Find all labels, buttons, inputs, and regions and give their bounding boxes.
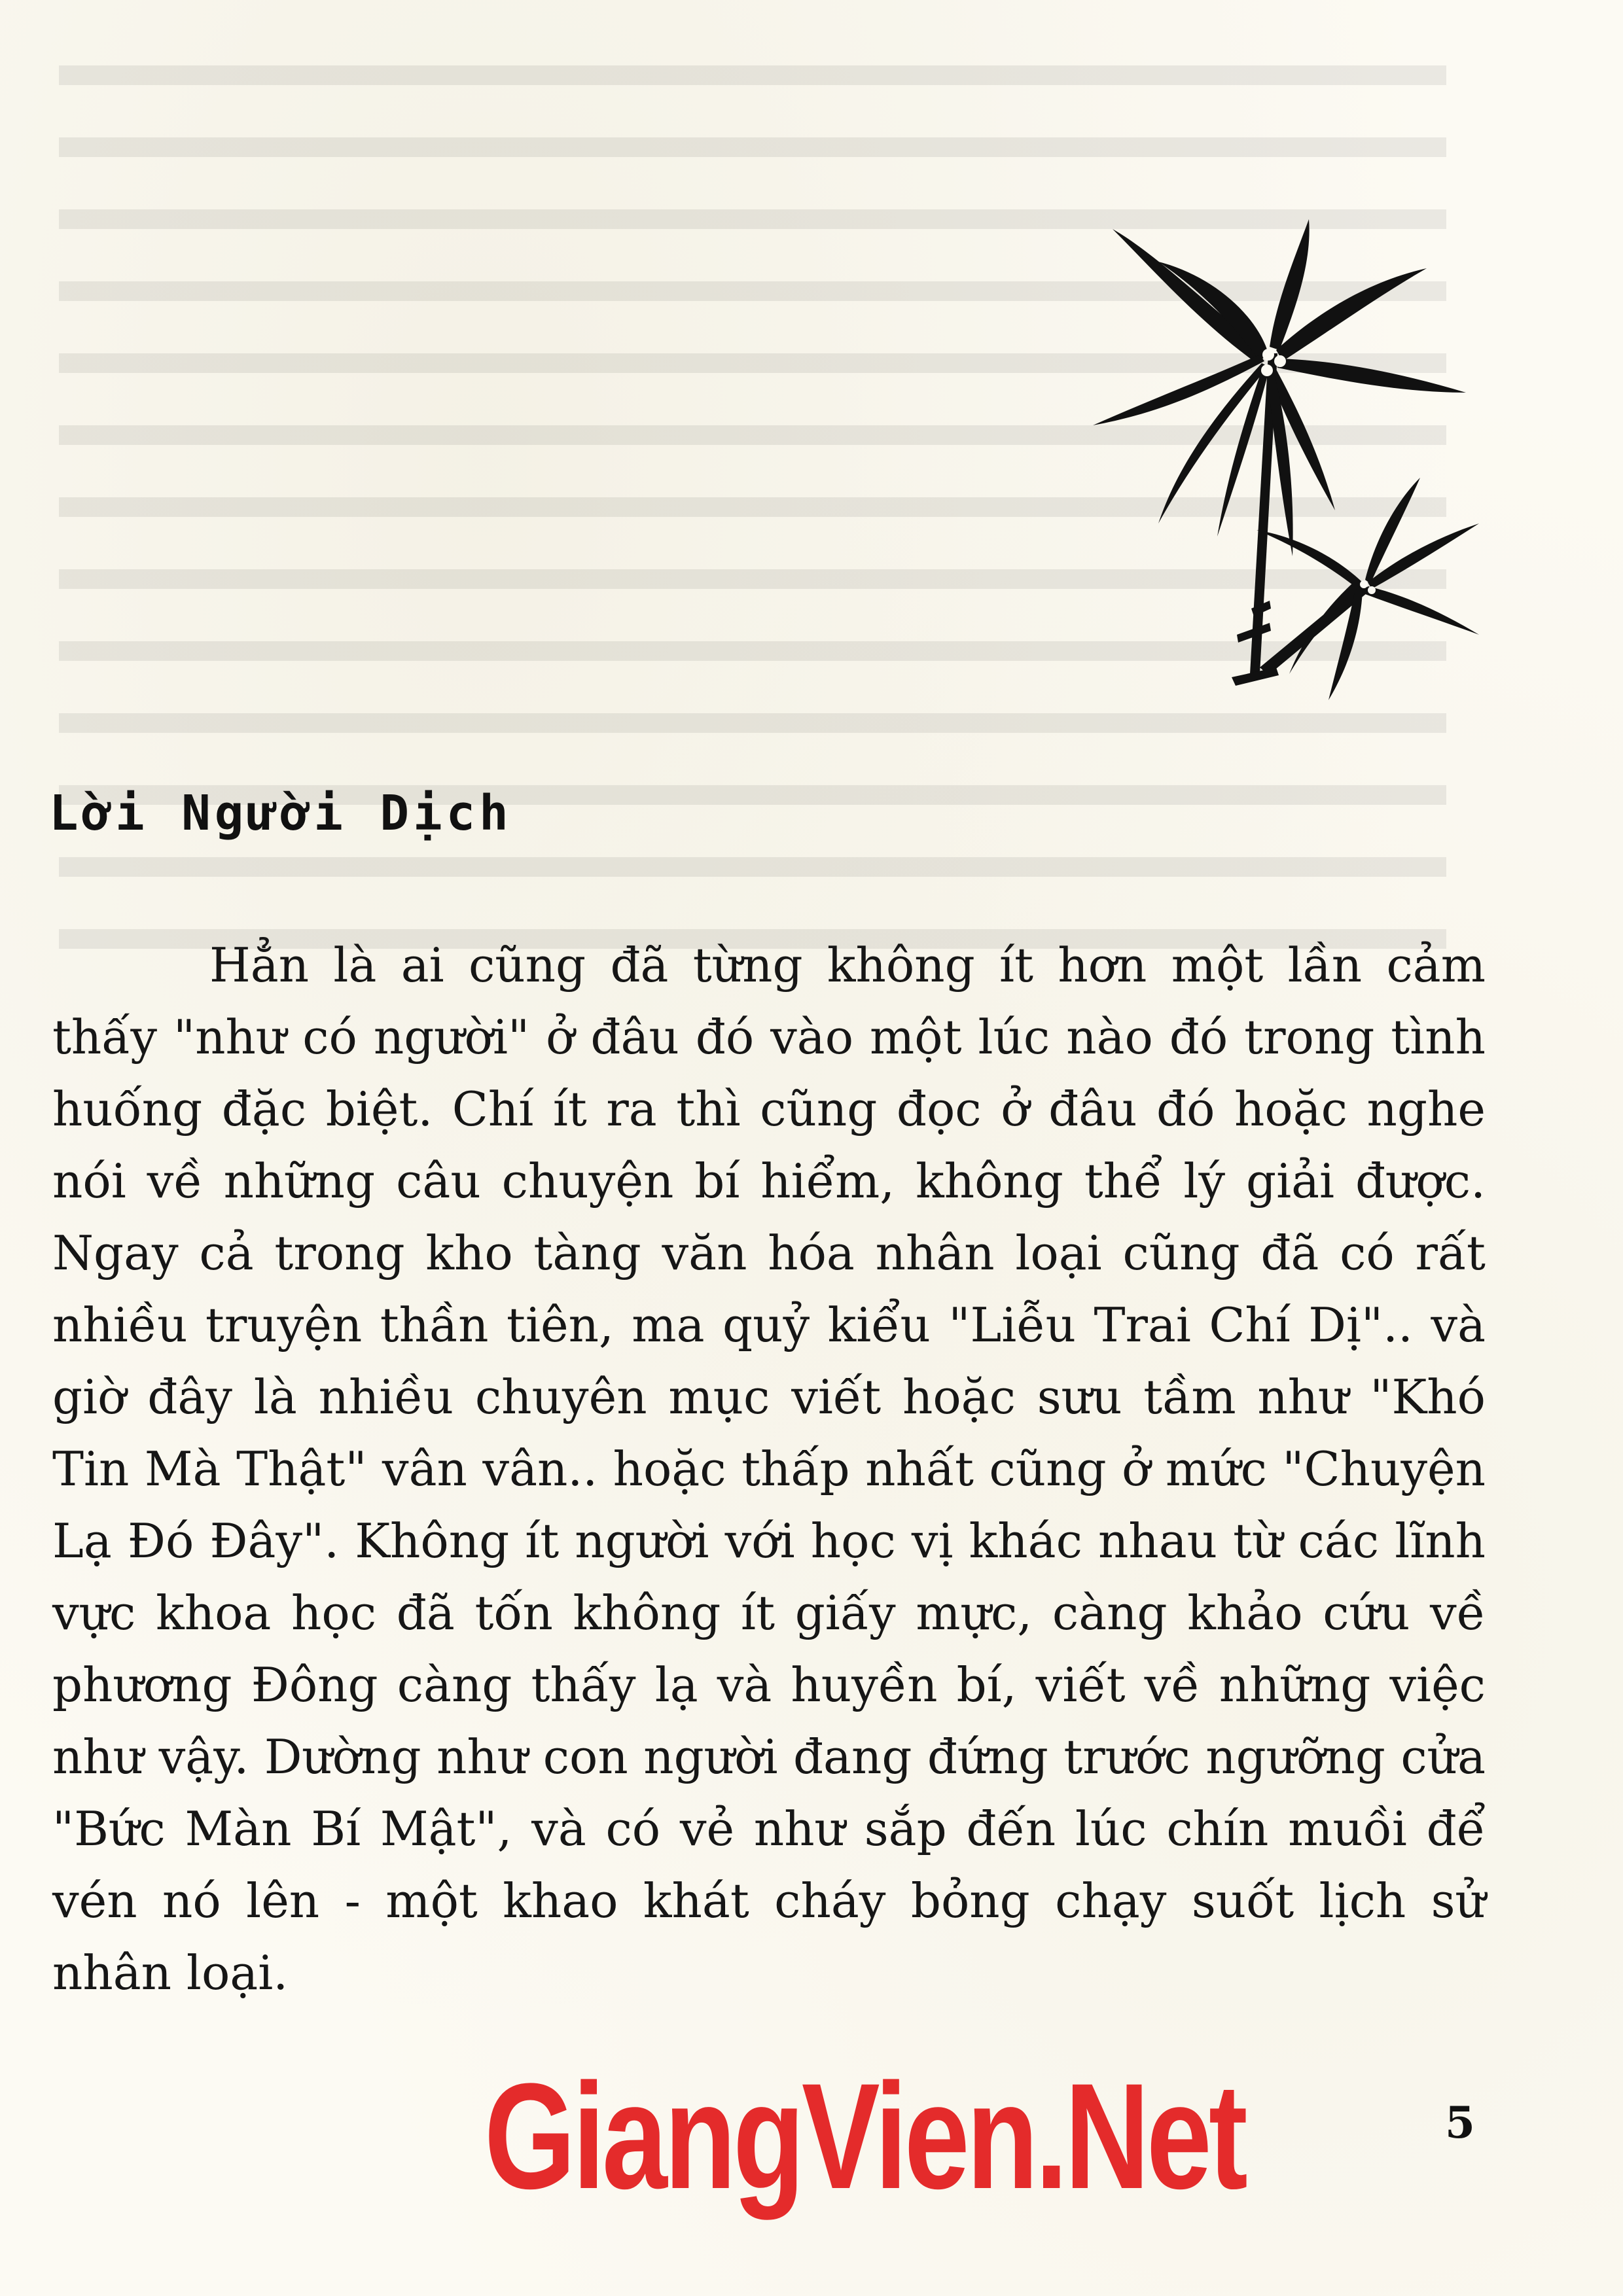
bamboo-leaves-icon [1060, 216, 1486, 713]
watermark-logo: GiangVien.Net [484, 2052, 1245, 2220]
body-paragraph: Hẳn là ai cũng đã từng không ít hơn một lần cảm thấy "như có người" ở đâu đó vào một lúc nào đó trong tình huống đặc biệt. Chí ít ra thì cũng đọc ở đâu đó hoặc nghe nói về những câu chuyện bí hiểm, không thể lý giải được. Ngay cả trong kho tàng văn hóa nhân loại cũng đã có rất nhiều truyện thần tiên, ma quỷ kiểu "Liễu Trai Chí Dị".. và giờ đây là nhiều chuyên mục viết hoặc sưu tầm như "Khó Tin Mà Thật" vân vân.. hoặc thấp nhất cũng ở mức "Chuyện Lạ Đó Đây". Không ít người với học vị khác nhau từ các lĩnh vực khoa học đã tốn không ít giấy mực, càng khảo cứu về phương Đông càng thấy lạ và huyền bí, viết về những việc như vậy. Dường như con người đang đứng trước ngưỡng cửa "Bức Màn Bí Mật", và có vẻ như sắp đến lúc chín muồi để vén nó lên - một khao khát cháy bỏng chạy suốt lịch sử nhân loại. [52, 938, 1486, 2000]
page-number: 5 [1445, 2097, 1475, 2148]
chapter-heading: Lời Người Dịch [49, 785, 512, 841]
